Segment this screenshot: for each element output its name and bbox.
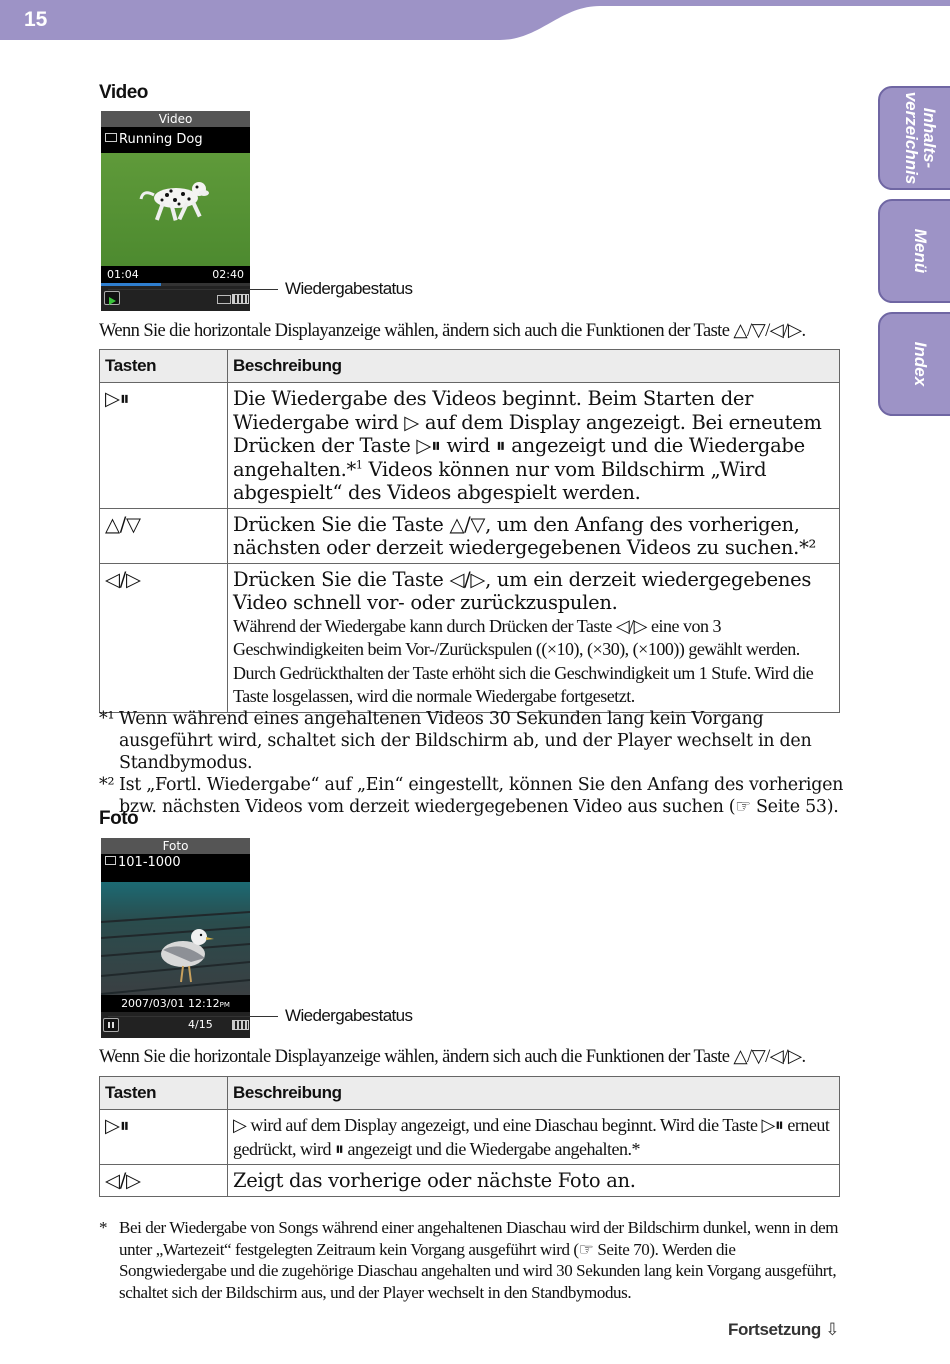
key-description (228, 563, 840, 712)
key-description: Drücken Sie die Taste △/▽, um den Anfang des vorherigen, nächsten oder derzeit wiedergegebenen Videos zu suchen.*² (228, 508, 840, 563)
foto-datetime: 2007/03/01 12:12 (121, 997, 220, 1010)
video-footnotes (99, 708, 844, 818)
photo-folder-icon (105, 856, 116, 865)
desc-text: Videos können nur vom Bildschirm „Wird abgespielt“ des Videos abgespielt werden. (233, 457, 767, 504)
desc-text: Die Wiedergabe des Videos beginnt. Beim Starten der Wiedergabe wird (233, 387, 754, 434)
video-frame-dog (101, 153, 250, 266)
table-row (100, 1165, 840, 1197)
footnote-mark: *² (99, 775, 115, 795)
play-pause-icon: ▷⏸ (761, 1115, 784, 1135)
key-label: ◁/▷ (105, 567, 141, 591)
tab-index[interactable] (878, 312, 950, 416)
video-screen-title: Running Dog (119, 132, 203, 147)
video-heading: Video (99, 82, 148, 103)
continuation-link[interactable] (728, 1320, 839, 1340)
play-status-icon (104, 291, 120, 305)
key-left-right (100, 1165, 228, 1197)
tab-index-label: Index (911, 341, 930, 387)
key-label: ◁/▷ (105, 1169, 141, 1192)
foto-heading: Foto (99, 808, 139, 829)
pause-icon: ⏸ (495, 434, 506, 457)
key-description: Zeigt das vorherige oder nächste Foto an. (228, 1165, 840, 1197)
pause-status-icon (103, 1018, 119, 1032)
battery-icon (232, 294, 249, 304)
footnote-text: Ist „Fortl. Wiedergabe“ auf „Ein“ eingestellt, können Sie den Anfang des vorherigen bzw. nächsten Videos vom derzeit wiedergegebenen Video aus suchen (☞ Seite 53). (119, 775, 844, 817)
foto-intro-text: Wenn Sie die horizontale Displayanzeige wählen, ändern sich auch die Funktionen der Taste △/▽/◁/▷. (99, 1047, 806, 1067)
tab-inhaltsverzeichnis-label: Inhalts- verzeichnis (902, 91, 939, 185)
top-banner (0, 0, 950, 40)
desc-text: Drücken Sie die Taste ◁/▷, um ein derzeit wiedergegebenes Video schnell vor- oder zurückzuspulen. (233, 567, 812, 614)
video-time-total: 02:40 (212, 268, 244, 281)
footnote-ref: 1 (355, 458, 363, 471)
foto-callout-line (108, 1016, 278, 1017)
tab-inhaltsverzeichnis[interactable] (878, 86, 950, 190)
desc-text: wird auf dem Display angezeigt, und eine Diaschau beginnt. Wird die Taste (246, 1115, 762, 1135)
battery-icon (232, 1020, 249, 1030)
foto-screen-title-row (101, 854, 250, 882)
foto-screen (101, 838, 250, 1038)
desc-text: angezeigt und die Wiedergabe angehalten.* (233, 434, 805, 481)
foto-screen-title: 101-1000 (118, 855, 181, 870)
video-screen (101, 111, 250, 311)
key-play-pause (100, 383, 228, 509)
film-icon (105, 133, 117, 142)
photo-seagull (101, 882, 250, 995)
table-header-keys: Tasten (100, 1077, 228, 1110)
desc-text: wird (440, 434, 496, 457)
arrow-down-icon: ⇩ (825, 1320, 840, 1339)
desc-text: auf dem Display angezeigt. Bei erneutem Drücken der Taste (233, 410, 822, 457)
table-row (100, 508, 840, 563)
footnote-mark: *¹ (99, 709, 115, 729)
key-description (228, 383, 840, 509)
footnote-mark: * (99, 1218, 108, 1237)
key-left-right (100, 563, 228, 712)
key-up-down (100, 508, 228, 563)
tab-menue-label: Menü (911, 228, 930, 274)
video-keys-table (99, 349, 840, 713)
key-play-pause (100, 1110, 228, 1165)
video-callout-label: Wiedergabestatus (285, 279, 413, 298)
table-header-keys: Tasten (100, 350, 228, 383)
video-screen-header: Video (101, 111, 250, 127)
footnote-text: Bei der Wiedergabe von Songs während einer angehaltenen Diaschau wird der Bildschirm dunkel, wenn in dem unter „Wartezeit“ festgelegten Zeitraum kein Vorgang ausgeführt wird (☞ Seite 70). Werden die Songwiedergabe und die zugehörige Diaschau angehalten und wird 30 Sekunden lang kein Vorgang ausgeführt, schaltet sich der Bildschirm aus, und der Player wechselt in den Standbymodus. (119, 1218, 839, 1302)
foto-keys-table (99, 1076, 840, 1197)
continuation-label: Fortsetzung (728, 1320, 821, 1339)
footnote-item (99, 708, 844, 774)
desc-text: erneut gedrückt, wird (233, 1115, 830, 1159)
play-icon: ▷ (404, 410, 419, 434)
foto-datetime-row (101, 995, 250, 1012)
table-header-description: Beschreibung (228, 1077, 840, 1110)
footnote-item (99, 1217, 844, 1303)
play-icon: ▷ (233, 1115, 247, 1135)
foto-count: 4/15 (188, 1018, 213, 1031)
foto-callout-label: Wiedergabestatus (285, 1006, 413, 1025)
key-description (228, 1110, 840, 1165)
table-header-description: Beschreibung (228, 350, 840, 383)
video-intro-text: Wenn Sie die horizontale Displayanzeige wählen, ändern sich auch die Funktionen der Taste △/▽/◁/▷. (99, 321, 806, 341)
table-row (100, 1110, 840, 1165)
footnote-text: Wenn während eines angehaltenen Videos 30 Sekunden lang kein Vorgang ausgeführt wird, schaltet sich der Bildschirm ab, und der Player wechselt in den Standbymodus. (119, 709, 812, 773)
desc-small-text: Während der Wiedergabe kann durch Drücken der Taste ◁/▷ eine von 3 Geschwindigkeiten beim Vor-/Zurückspulen ((×10), (×30), (×100)) gewählt werden. Durch Gedrückthalten der Taste erhöht sich die Geschwindigkeit um 1 Stufe. Wird die Taste losgelassen, wird die normale Wiedergabe fortgesetzt. (233, 615, 814, 706)
table-row (100, 383, 840, 509)
video-screen-title-row (101, 127, 250, 153)
page-number: 15 (24, 8, 48, 31)
table-header-row (100, 1077, 840, 1110)
repeat-mode-icon (217, 295, 231, 304)
play-pause-icon: ▷⏸ (416, 434, 441, 457)
table-header-row (100, 350, 840, 383)
video-time-row (101, 266, 250, 283)
key-label: ▷⏸ (105, 1114, 130, 1137)
tab-menue[interactable] (878, 199, 950, 303)
key-label: △/▽ (105, 512, 141, 536)
pause-icon: ⏸ (334, 1138, 344, 1159)
foto-footnote (99, 1217, 844, 1303)
table-row (100, 563, 840, 712)
foto-ampm: PM (219, 1001, 230, 1009)
desc-text: angezeigt und die Wiedergabe angehalten.* (343, 1138, 640, 1159)
video-time-elapsed: 01:04 (107, 268, 139, 281)
video-callout-line (108, 289, 278, 290)
foto-screen-header: Foto (101, 838, 250, 854)
key-label: ▷⏸ (105, 387, 130, 410)
footnote-item (99, 774, 844, 818)
